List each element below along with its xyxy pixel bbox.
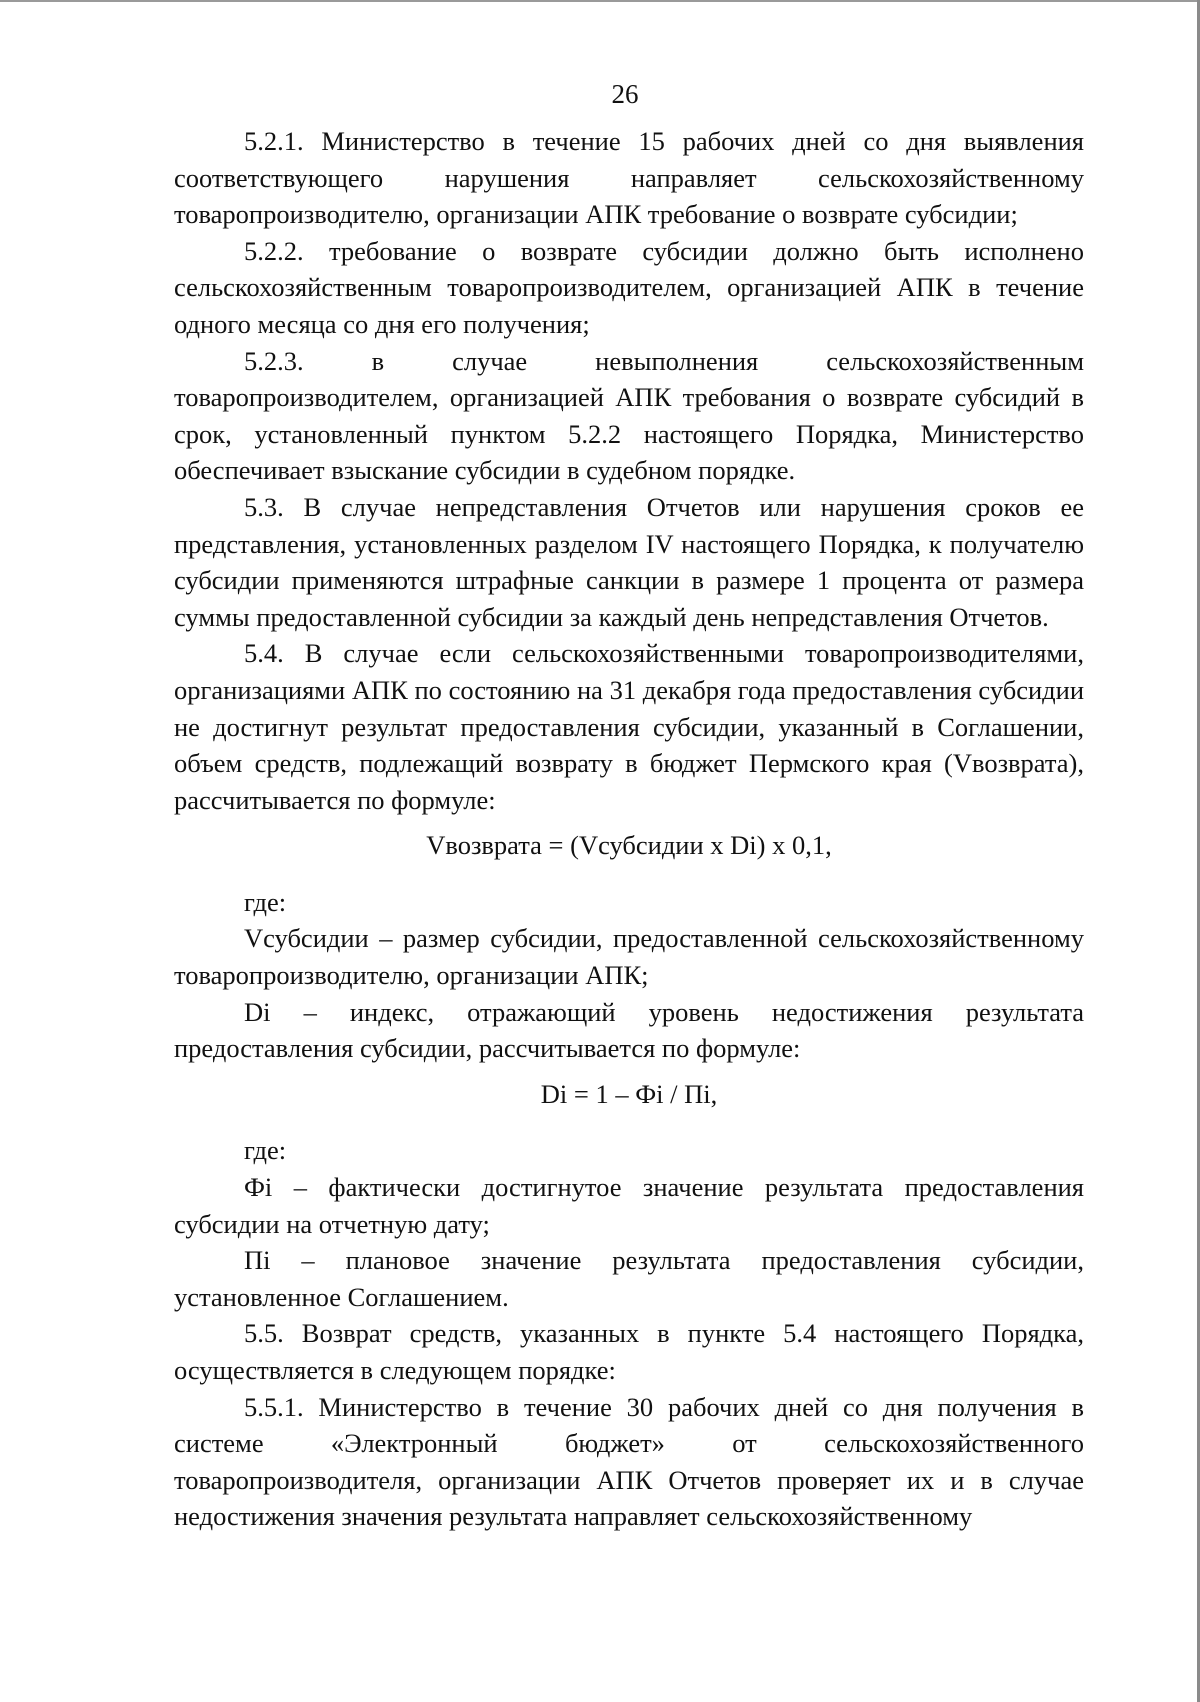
paragraph-5-5-1: 5.5.1. Министерство в течение 30 рабочих дней со дня получения в системе «Электронный бюджет» от сельскохозяйственного товаропроизводителя, организации АПК Отчетов проверяет их и в случае недостижения значения результата направляет сельскохозяйственному (174, 1391, 1084, 1532)
scan-edge-top (0, 0, 1200, 2)
formula-di: Di = 1 – Фi / Пi, (540, 1078, 718, 1109)
definition-v-subsidy: Vсубсидии – размер субсидии, предоставленной сельскохозяйственному товаропроизводителю, организации АПК; (174, 923, 1084, 991)
definition-pi: Пi – плановое значение результата предоставления субсидии, установленное Соглашением. (174, 1245, 1084, 1312)
where-label: где: (244, 886, 287, 917)
paragraph-5-3: 5.3. В случае непредставления Отчетов или нарушения сроков ее представления, установленных разделом IV настоящего Порядка, к получателю субсидии применяются штрафные санкции в размере 1 процента от размера суммы предоставленной субсидии за каждый день непредставления Отчетов. (174, 491, 1084, 632)
page-number: 26 (611, 79, 639, 109)
document-body (174, 123, 1084, 1535)
paragraph-5-2-2: 5.2.2. требование о возврате субсидии должно быть исполнено сельскохозяйственным товаропроизводителем, организацией АПК в течение одного месяца со дня его получения; (174, 235, 1084, 339)
where-label-2: где: (244, 1135, 287, 1166)
definition-fi: Фi – фактически достигнутое значение результата предоставления субсидии на отчетную дату; (174, 1172, 1084, 1239)
paragraph-5-2-1: 5.2.1. Министерство в течение 15 рабочих дней со дня выявления соответствующего нарушения направляет сельскохозяйственному товаропроизводителю, организации АПК требование о возврате субсидии; (174, 126, 1084, 230)
paragraph-5-2-3: 5.2.3. в случае невыполнения сельскохозяйственным товаропроизводителем, организацией АПК требования о возврате субсидий в срок, установленный пунктом 5.2.2 настоящего Порядка, Министерство обеспечивает взыскание субсидии в судебном порядке. (174, 345, 1084, 486)
definition-di: Di – индекс, отражающий уровень недостижения результата предоставления субсидии, рассчитывается по формуле: (174, 996, 1084, 1064)
paragraph-5-4: 5.4. В случае если сельскохозяйственными товаропроизводителями, организациями АПК по состоянию на 31 декабря года предоставления субсидии не достигнут результат предоставления субсидии, указанный в Соглашении, объем средств, подлежащий возврату в бюджет Пермского края (Vвозврата), рассчитывается по формуле: (174, 638, 1084, 815)
paragraph-5-5: 5.5. Возврат средств, указанных в пункте 5.4 настоящего Порядка, осуществляется в следующем порядке: (174, 1318, 1084, 1385)
formula-v-return: Vвозврата = (Vсубсидии x Di) x 0,1, (426, 830, 832, 861)
